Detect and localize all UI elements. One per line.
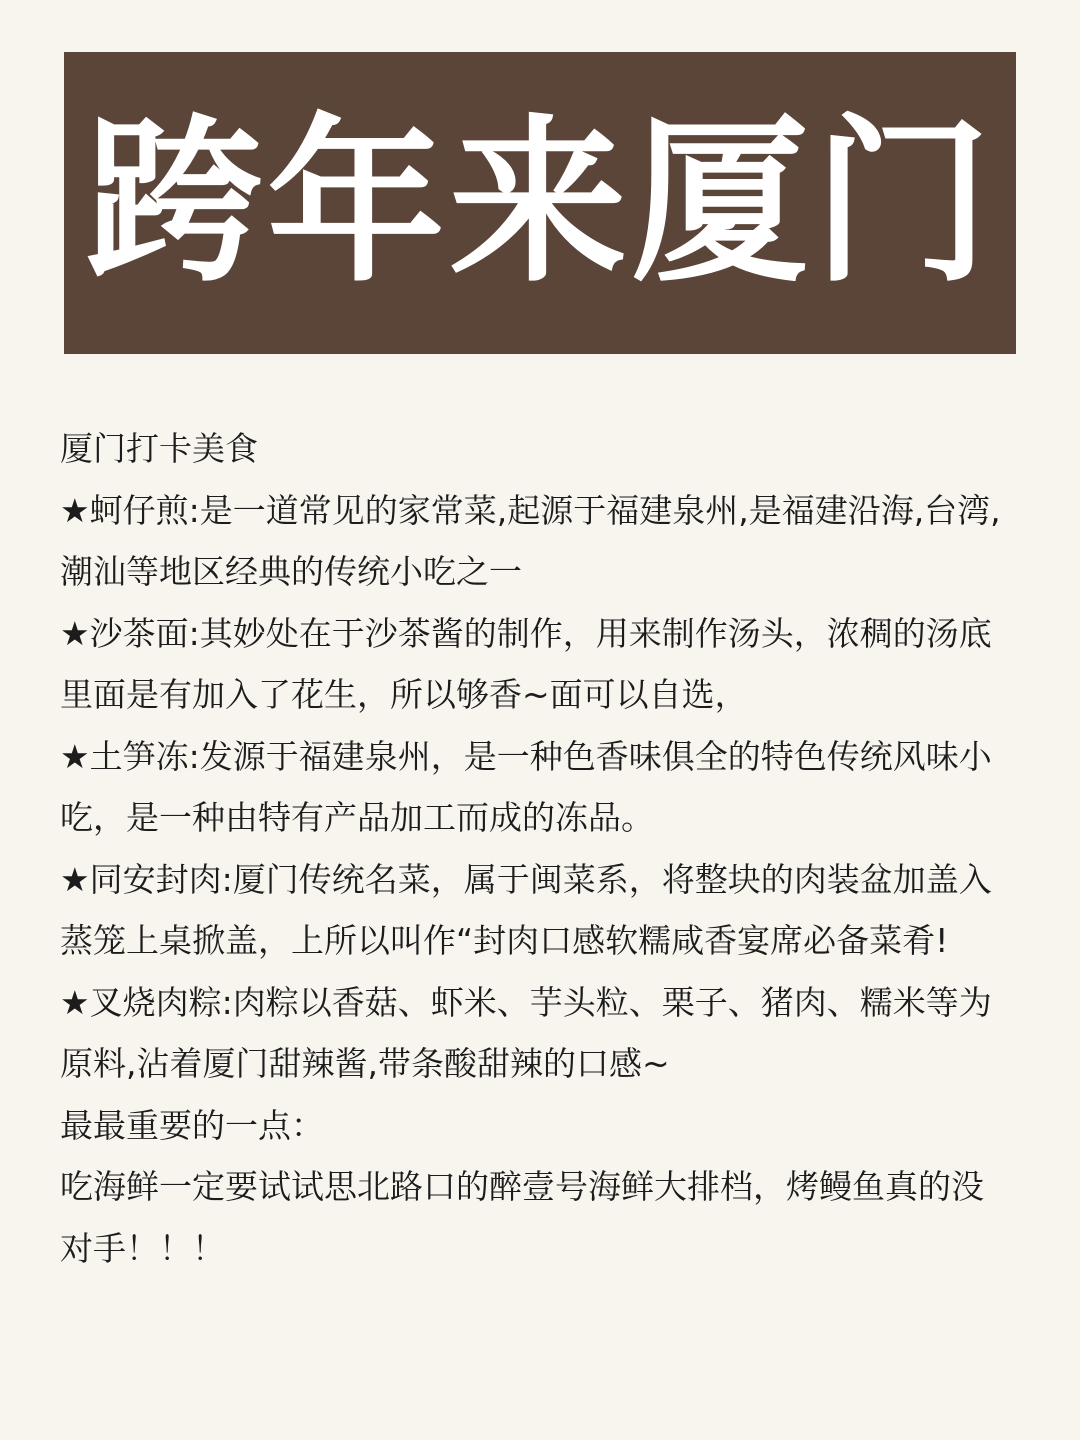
food-name: ★蚵仔煎 xyxy=(60,490,189,530)
food-description: :厦门传统名菜，属于闽菜系，将整块的肉装盆加盖入蒸笼上桌掀盖，上所以叫作“封肉口感软糯咸香宴席必备菜肴! xyxy=(60,859,992,960)
food-description: :其妙处在于沙茶酱的制作，用来制作汤头，浓稠的汤底里面是有加入了花生，所以够香~面可以自选， xyxy=(60,613,992,714)
food-name: ★土笋冻 xyxy=(60,736,189,776)
food-item-tongan-braised-pork xyxy=(60,849,1015,972)
food-name: ★叉烧肉粽 xyxy=(60,982,222,1022)
food-description: :是一道常见的家常菜,起源于福建泉州,是福建沿海,台湾,潮汕等地区经典的传统小吃之一 xyxy=(60,490,1001,591)
title-banner xyxy=(64,52,1016,354)
food-item-char-siu-zongzi xyxy=(60,972,1015,1095)
article-body xyxy=(60,418,1015,1279)
highlight-heading: 最最重要的一点： xyxy=(60,1105,324,1145)
food-name: ★同安封肉 xyxy=(60,859,222,899)
food-item-oyster-omelette xyxy=(60,480,1015,603)
highlight-text: 吃海鲜一定要试试思北路口的醉壹号海鲜大排档，烤鳗鱼真的没对手！！！ xyxy=(60,1167,984,1268)
food-description: :肉粽以香菇、虾米、芋头粒、栗子、猪肉、糯米等为原料,沾着厦门甜辣酱,带条酸甜辣的口感~ xyxy=(60,982,992,1083)
food-item-sea-worm-jelly xyxy=(60,726,1015,849)
section-heading: 厦门打卡美食 xyxy=(60,429,258,468)
food-description: :发源于福建泉州，是一种色香味俱全的特色传统风味小吃，是一种由特有产品加工而成的冻品。 xyxy=(60,736,992,837)
food-item-satay-noodles xyxy=(60,603,1015,726)
page-title: 跨年来厦门 xyxy=(85,99,995,306)
food-name: ★沙茶面 xyxy=(60,613,189,653)
